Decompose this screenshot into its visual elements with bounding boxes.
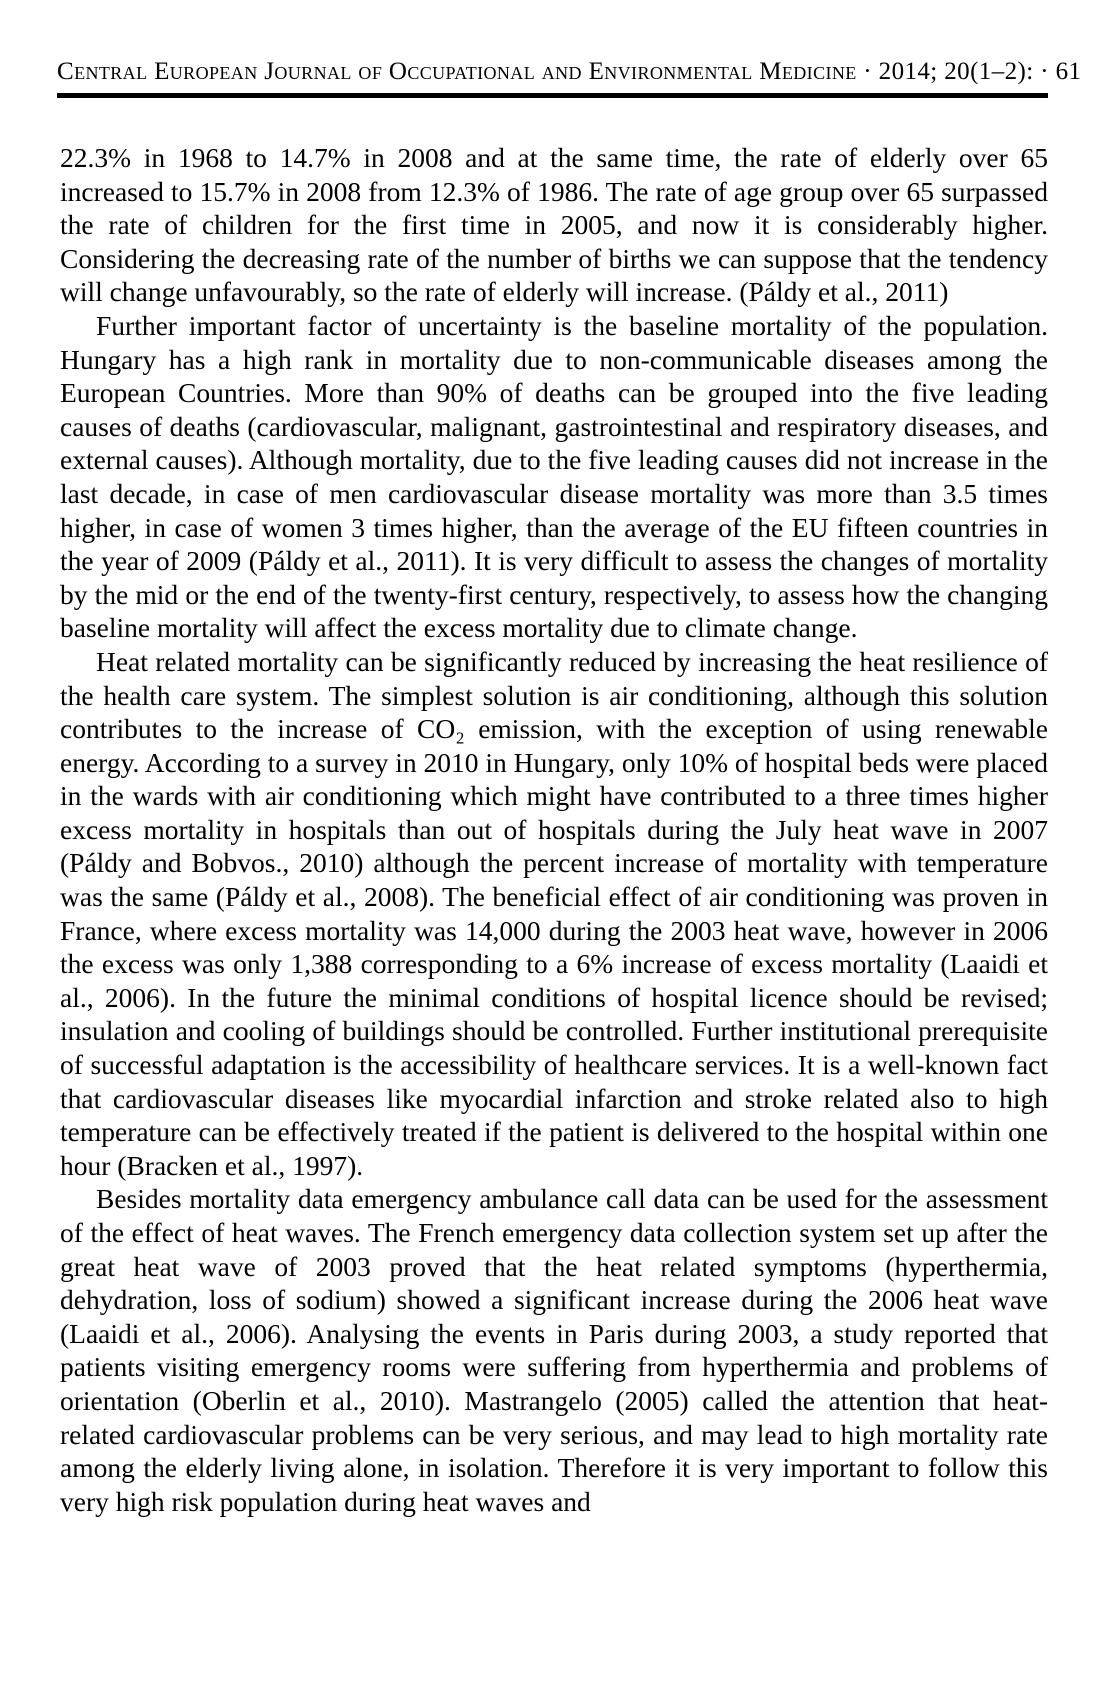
- paragraph-ambulance-data: Besides mortality data emergency ambulance call data can be used for the assessment of the effect of heat waves. The French emergency data collection system set up after the great heat wave of 2003 proved that the heat related symptoms (hyperthermia, dehydration, loss of sodium) showed a significant increase during the 2006 heat wave (Laaidi et al., 2006). Analysing the events in Paris during 2003, a study reported that patients visiting emergency rooms were suffering from hyperthermia and problems of orientation (Oberlin et al., 2010). Mastrangelo (2005) called the attention that heat-related cardiovascular problems can be very serious, and may lead to high mortality rate among the elderly living alone, in isolation. Therefore it is very important to follow this very high risk population during heat waves and: [60, 1183, 1048, 1517]
- paragraph-continued: 22.3% in 1968 to 14.7% in 2008 and at the same time, the rate of elderly over 65 increased to 15.7% in 2008 from 12.3% of 1986. The rate of age group over 65 surpassed the rate of children for the first time in 2005, and now it is considerably higher. Considering the decreasing rate of the number of births we can suppose that the tendency will change unfavourably, so the rate of elderly will increase. (Páldy et al., 2011): [60, 142, 1048, 308]
- article-body: [60, 141, 1048, 1518]
- paragraph-heat-resilience: Heat related mortality can be significantly reduced by increasing the heat resilience of the health care system. The simplest solution is air conditioning, although this solution contributes to the increase of CO₂ emission, with the exception of using renewable energy. According to a survey in 2010 in Hungary, only 10% of hospital beds were placed in the wards with air conditioning which might have contributed to a three times higher excess mortality in hospitals than out of hospitals during the July heat wave in 2007 (Páldy and Bobvos., 2010) although the percent increase of mortality with temperature was the same (Páldy et al., 2008). The beneficial effect of air conditioning was proven in France, where excess mortality was 14,000 during the 2003 heat wave, however in 2006 the excess was only 1,388 corresponding to a 6% increase of excess mortality (Laaidi et al., 2006). In the future the minimal conditions of hospital licence should be revised; insulation and cooling of buildings should be controlled. Further institutional prerequisite of successful adaptation is the accessibility of healthcare services. It is a well-known fact that cardiovascular diseases like myocardial infarction and stroke related also to high temperature can be effectively treated if the patient is delivered to the hospital within one hour (Bracken et al., 1997).: [60, 645, 1048, 1181]
- paragraph-baseline-mortality: Further important factor of uncertainty is the baseline mortality of the population. Hungary has a high rank in mortality due to non-communicable diseases among the European Countries. More than 90% of deaths can be grouped into the five leading causes of deaths (cardiovascular, malignant, gastrointestinal and respiratory diseases, and external causes). Although mortality, due to the five leading causes did not increase in the last decade, in case of men cardiovascular disease mortality was more than 3.5 times higher, in case of women 3 times higher, than the average of the EU fifteen countries in the year of 2009 (Páldy et al., 2011). It is very difficult to assess the changes of mortality by the mid or the end of the twenty-first century, respectively, to assess how the changing baseline mortality will affect the excess mortality due to climate change.: [60, 309, 1048, 644]
- header-rule: [57, 93, 1048, 98]
- running-header: Central European Journal of Occupational and Environmental Medicine · 2014; 20(1–2): · 61: [57, 58, 1082, 85]
